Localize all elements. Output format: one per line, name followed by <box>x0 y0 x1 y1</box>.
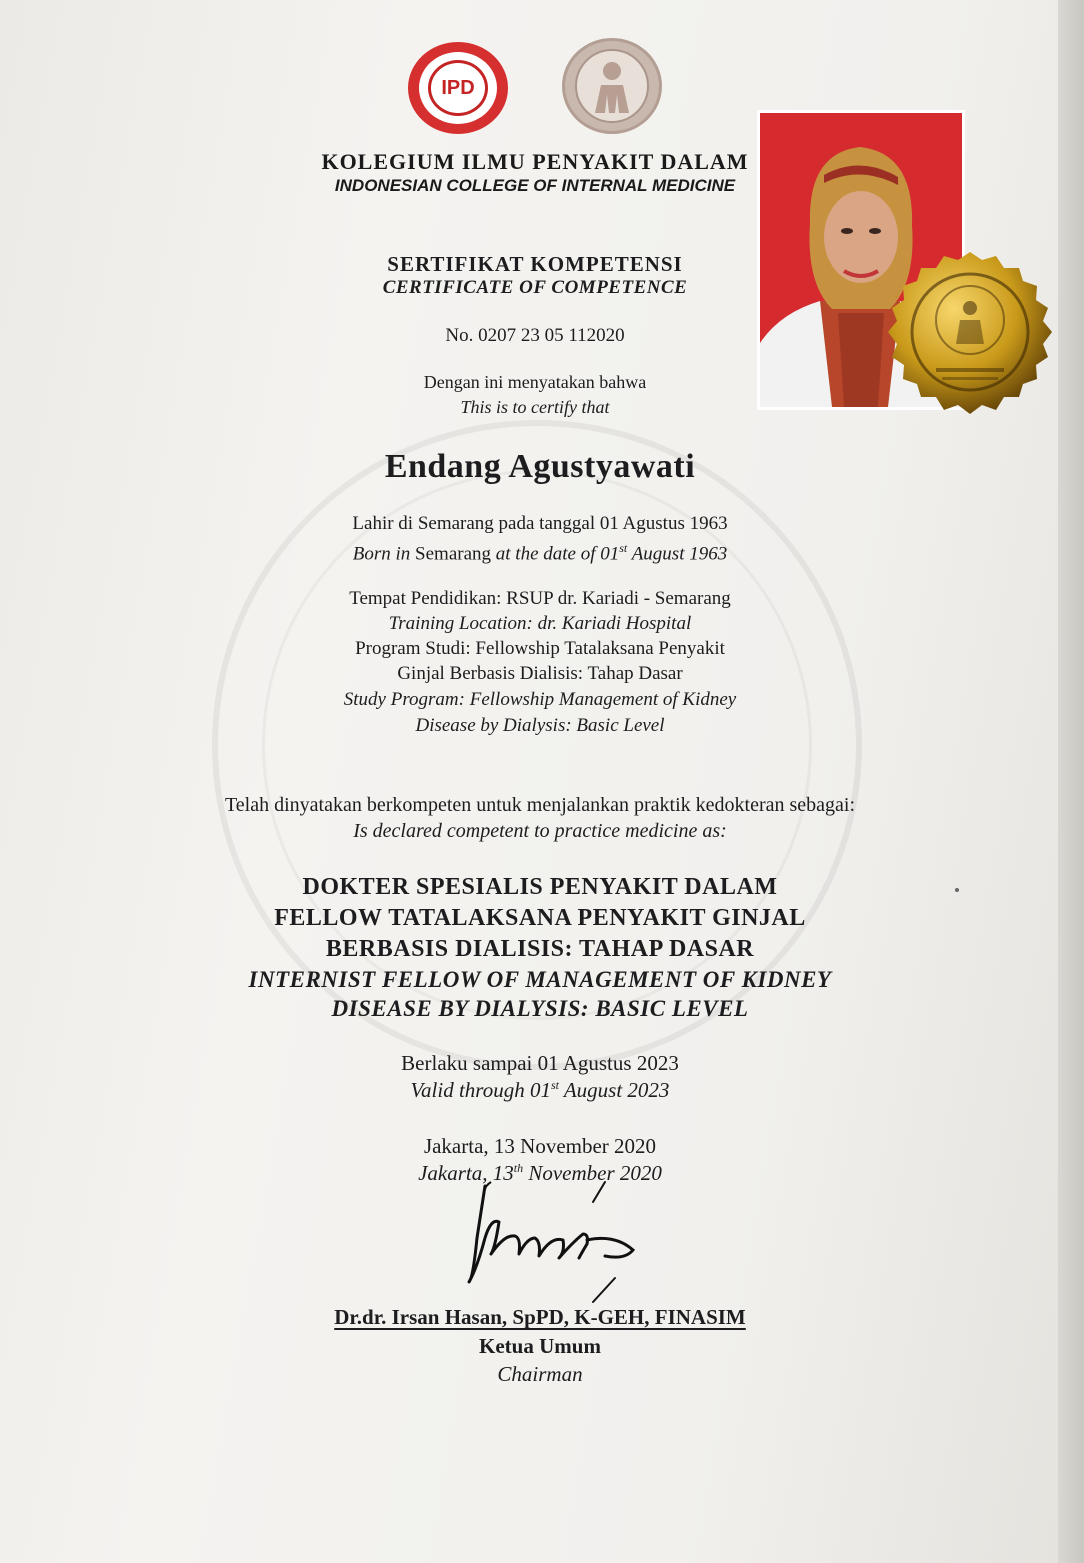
handwritten-signature <box>455 1178 655 1308</box>
birth-info-en-suffix: st <box>619 541 628 555</box>
validity-indonesian: Berlaku sampai 01 Agustus 2023 <box>401 1051 679 1075</box>
competence-title-line-2: FELLOW TATALAKSANA PENYAKIT GINJAL <box>274 905 806 931</box>
declaration-indonesian: Telah dinyatakan berkompeten untuk menjalankan praktik kedokteran sebagai: <box>224 794 856 816</box>
birth-info-en-month: August 1963 <box>627 543 728 565</box>
study-program-indonesian-line-1: Program Studi: Fellowship Tatalaksana Penyakit <box>355 638 725 659</box>
issue-place-date-en-suffix: th <box>513 1161 524 1175</box>
issue-place-date-en-text: Jakarta, 13 <box>418 1161 514 1185</box>
page-edge <box>1058 0 1084 1563</box>
certificate-title-indonesian: SERTIFIKAT KOMPETENSI <box>387 252 683 276</box>
issue-place-date-en-month: November 2020 <box>523 1161 662 1185</box>
training-location-indonesian: Tempat Pendidikan: RSUP dr. Kariadi - Semarang <box>349 588 731 609</box>
paper-speck <box>955 888 959 892</box>
birth-info-indonesian: Lahir di Semarang pada tanggal 01 Agustus 1963 <box>352 513 728 534</box>
study-program-english-line-1: Study Program: Fellowship Management of Kidney <box>343 689 737 710</box>
study-program-indonesian-line-2: Ginjal Berbasis Dialisis: Tahap Dasar <box>397 663 683 684</box>
training-location-en-label: Training Location <box>388 613 527 634</box>
holder-name: Endang Agustyawati <box>384 448 696 485</box>
signatory-role-english: Chairman <box>497 1362 583 1386</box>
certificate-title-english: CERTIFICATE OF COMPETENCE <box>382 277 688 298</box>
birth-info-en-date: at the date of 01 <box>495 543 620 565</box>
study-program-english-line-2: Disease by Dialysis: Basic Level <box>415 715 665 736</box>
certify-statement-indonesian: Dengan ini menyatakan bahwa <box>423 372 647 392</box>
birth-info-en-prefix: Born in <box>352 543 411 565</box>
validity-en-suffix: st <box>550 1078 559 1092</box>
validity-en-text: Valid through 01 <box>410 1078 551 1102</box>
validity-english <box>150 1078 930 1103</box>
college-name-english: INDONESIAN COLLEGE OF INTERNAL MEDICINE <box>334 176 736 195</box>
birth-info-en-place: Semarang <box>410 543 496 565</box>
college-name-indonesian: KOLEGIUM ILMU PENYAKIT DALAM <box>321 149 749 174</box>
training-location-english <box>150 611 930 636</box>
competence-title-line-5: DISEASE BY DIALYSIS: BASIC LEVEL <box>331 996 749 1021</box>
gold-seal-icon <box>884 250 1056 416</box>
papdi-logo-icon <box>562 38 662 134</box>
ipd-logo-text: IPD <box>428 60 488 116</box>
ipd-logo-icon <box>408 42 508 134</box>
certificate-number: No. 0207 23 05 112020 <box>445 325 625 346</box>
issue-place-date-indonesian: Jakarta, 13 November 2020 <box>423 1134 657 1158</box>
competence-title-line-3: BERBASIS DIALISIS: TAHAP DASAR <box>325 936 755 962</box>
declaration-english: Is declared competent to practice medicine as: <box>353 820 727 842</box>
training-location-en-value: : dr. Kariadi Hospital <box>526 613 692 634</box>
validity-en-month: August 2023 <box>558 1078 670 1102</box>
signatory-role-indonesian: Ketua Umum <box>479 1334 601 1358</box>
competence-title-line-4: INTERNIST FELLOW OF MANAGEMENT OF KIDNEY <box>248 967 832 992</box>
signatory-name: Dr.dr. Irsan Hasan, SpPD, K-GEH, FINASIM <box>334 1305 746 1329</box>
certify-statement-english: This is to certify that <box>460 397 610 417</box>
competence-title-line-1: DOKTER SPESIALIS PENYAKIT DALAM <box>302 874 778 900</box>
birth-info-english <box>150 536 930 566</box>
